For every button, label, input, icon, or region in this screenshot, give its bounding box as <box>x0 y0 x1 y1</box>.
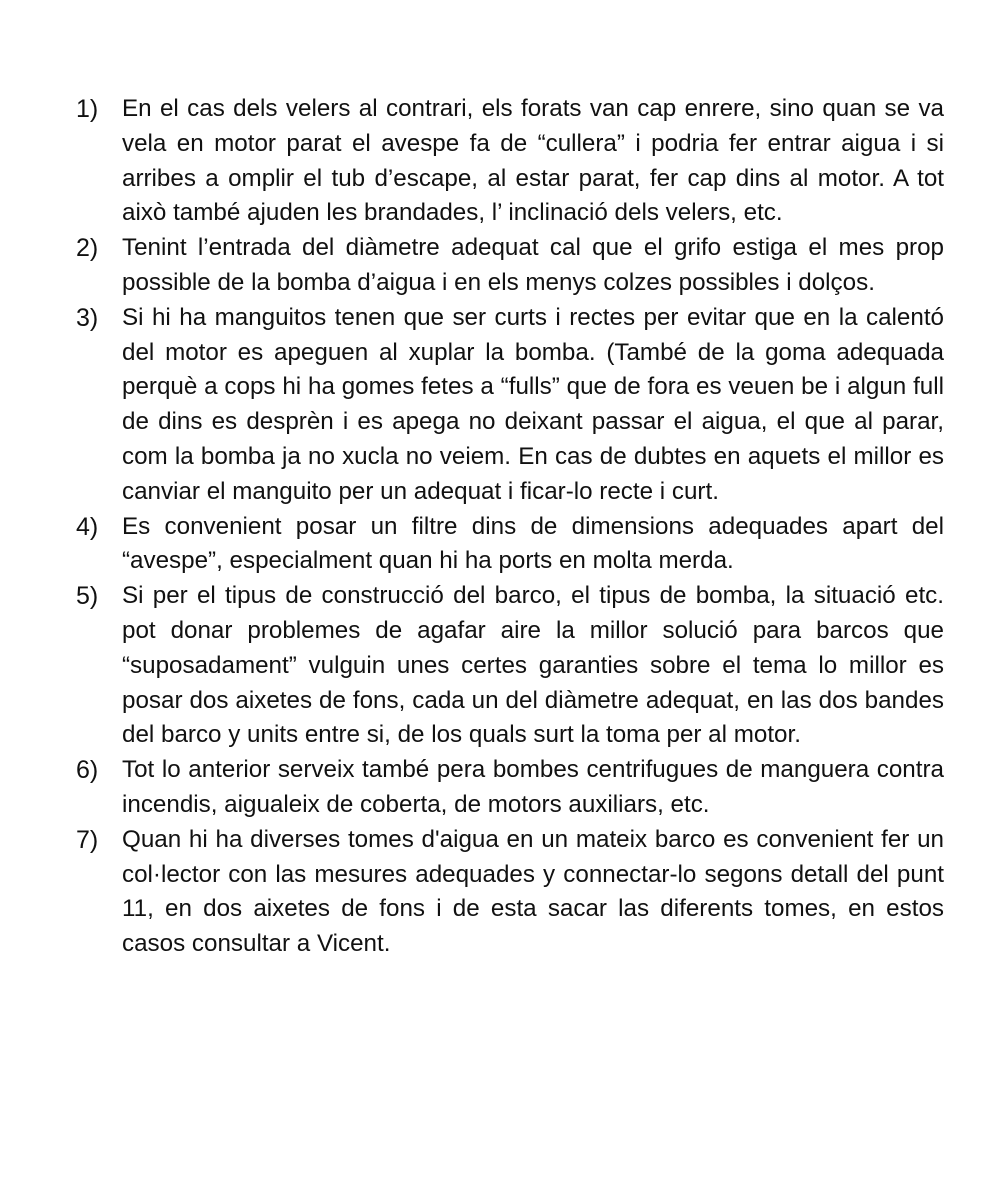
item-number: 5) <box>76 582 99 611</box>
numbered-list <box>76 92 944 962</box>
item-text: Si per el tipus de construcció del barco, el tipus de bomba, la situació etc. pot donar problemes de agafar aire la millor solució para barcos que “suposadament” vulguin unes certes garanties sobre el tema lo millor es posar dos aixetes de fons, cada un del diàmetre adequat, en las dos bandes del barco y units entre si, de los quals surt la toma per al motor. <box>122 582 944 749</box>
item-text: Tot lo anterior serveix també pera bombes centrifugues de manguera contra incendis, aigualeix de coberta, de motors auxiliars, etc. <box>122 756 944 818</box>
list-item-2 <box>76 231 944 301</box>
list-item-7 <box>76 823 944 962</box>
item-number: 1) <box>76 95 99 123</box>
item-text: Si hi ha manguitos tenen que ser curts i rectes per evitar que en la calentó del motor es apeguen al xuplar la bomba. (També de la goma adequada perquè a cops hi ha gomes fetes a “fulls” que de fora es veuen be i algun full de dins es desprèn i es apega no deixant passar el aigua, el que al parar, com la bomba ja no xucla no veiem. En cas de dubtes en aquets el millor es canviar el manguito per un adequat i ficar-lo recte i curt. <box>122 303 944 505</box>
item-number: 3) <box>76 303 99 332</box>
item-text: En el cas dels velers al contrari, els forats van cap enrere, sino quan se va vela en motor parat el avespe fa de “cullera” i podria fer entrar aigua i si arribes a omplir el tub d’escape, al estar parat, fer cap dins al motor. A tot això també ajuden les brandades, l’ inclinació dels velers, etc. <box>122 95 944 227</box>
item-text: Quan hi ha diverses tomes d'aigua en un mateix barco es convenient fer un col·lector con las mesures adequades y connectar-lo segons detall del punt 11, en dos aixetes de fons i de esta sacar las diferents tomes, en estos casos consultar a Vicent. <box>122 825 944 958</box>
item-number: 6) <box>76 756 99 785</box>
list-item-3 <box>76 301 944 510</box>
list-item-5 <box>76 579 944 753</box>
item-number: 7) <box>76 825 99 854</box>
list-item-6 <box>76 753 944 823</box>
list-item-4 <box>76 510 944 580</box>
item-text: Es convenient posar un filtre dins de dimensions adequades apart del “avespe”, especialment quan hi ha ports en molta merda. <box>122 512 944 575</box>
item-text: Tenint l’entrada del diàmetre adequat cal que el grifo estiga el mes prop possible de la bomba d’aigua i en els menys colzes possibles i dolços. <box>122 234 944 296</box>
item-number: 2) <box>76 234 99 263</box>
list-item-1 <box>76 92 944 231</box>
item-number: 4) <box>76 512 99 541</box>
